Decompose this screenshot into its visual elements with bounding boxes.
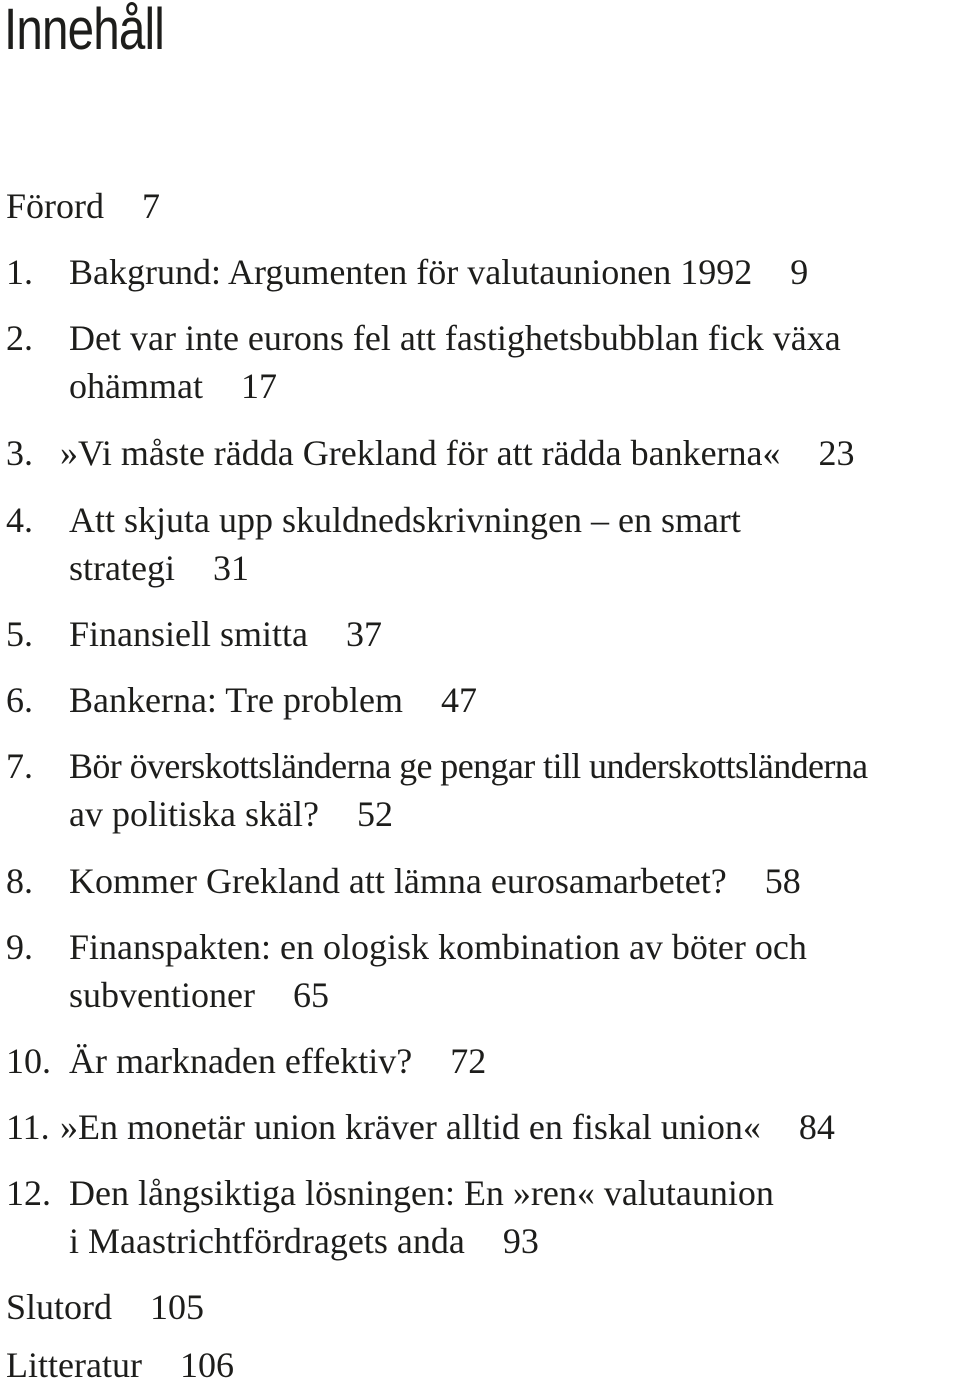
toc-entry-page: 37 — [346, 614, 382, 654]
toc-entry-page: 17 — [240, 366, 277, 406]
toc-entry-number: 10. — [6, 1041, 51, 1081]
toc-entry-body — [69, 923, 807, 1019]
toc-entry-title: Är marknaden effektiv? — [69, 1041, 413, 1081]
toc-entry-title-line: ohämmat — [69, 366, 203, 406]
toc-entry-title-line: Bör överskottsländerna ge pengar till underskottsländerna — [69, 746, 868, 786]
toc-entry-body — [69, 1037, 486, 1085]
toc-entry-number: 8. — [6, 861, 33, 901]
toc-entry-number: 9. — [6, 927, 33, 967]
toc-entry-body — [69, 676, 477, 724]
toc-entry-page: 47 — [440, 680, 477, 720]
toc-entry-title-line: Finanspakten: en ologisk kombination av böter och — [69, 927, 807, 967]
toc-entry-title: Förord — [6, 186, 104, 226]
toc-entry-title-line: Det var inte eurons fel att fastighetsbubblan fick växa — [69, 318, 841, 358]
toc-entry-page: 72 — [450, 1041, 487, 1081]
toc-entry-page: 23 — [818, 433, 855, 473]
toc-entry-number: 11. — [6, 1107, 50, 1147]
toc-entry-number: 2. — [6, 318, 33, 358]
toc-entry-title-line: av politiska skäl? — [69, 794, 319, 834]
toc-entry-body — [6, 1283, 204, 1331]
toc-entry-body — [69, 742, 868, 838]
toc-entry-title-line: subventioner — [69, 975, 255, 1015]
toc-entry-title-line: i Maastrichtfördragets anda — [69, 1221, 465, 1261]
toc-entry-title: Bakgrund: Argumenten för valutaunionen 1992 — [69, 252, 753, 292]
toc-entry-number: 3. — [6, 433, 33, 473]
toc-entry-title: »En monetär union kräver alltid en fiskal union« — [60, 1107, 761, 1147]
toc-entry-page: 106 — [179, 1345, 234, 1385]
toc-entry-page: 9 — [790, 252, 809, 292]
toc-entry-page: 7 — [142, 186, 160, 226]
toc-entry-title-line: Att skjuta upp skuldnedskrivningen – en smart — [69, 500, 741, 540]
toc-entry-number: 1. — [6, 252, 33, 292]
toc-entry-page: 93 — [502, 1221, 539, 1261]
toc-entry-body — [69, 496, 741, 592]
toc-entry-body — [6, 182, 160, 230]
toc-entry-page: 65 — [292, 975, 329, 1015]
toc-entry-title-line: strategi — [69, 548, 175, 588]
toc-entry-number: 5. — [6, 614, 33, 654]
toc-entry-number: 12. — [6, 1173, 51, 1213]
toc-entry-title-line: Den långsiktiga lösningen: En »ren« valutaunion — [69, 1173, 774, 1213]
page-title: Innehåll — [4, 0, 165, 62]
toc-entry-number: 6. — [6, 680, 33, 720]
toc-entry-number: 7. — [6, 746, 33, 786]
toc-entry-page: 105 — [150, 1287, 205, 1327]
toc-entry-body — [60, 429, 855, 477]
toc-entry-page: 52 — [356, 794, 393, 834]
toc-entry-page: 31 — [212, 548, 249, 588]
toc-entry-title: »Vi måste rädda Grekland för att rädda bankerna« — [60, 433, 781, 473]
toc-entry-title: Litteratur — [6, 1345, 142, 1385]
toc-entry-body — [69, 248, 808, 296]
toc-entry-body — [69, 1169, 774, 1265]
toc-entry-body — [69, 610, 382, 658]
toc-entry-page: 84 — [798, 1107, 835, 1147]
toc-entry-body — [6, 1341, 234, 1389]
toc-entry-body — [60, 1103, 835, 1151]
toc-entry-title: Finansiell smitta — [69, 614, 308, 654]
toc-entry-title: Bankerna: Tre problem — [69, 680, 403, 720]
toc-entry-title: Slutord — [6, 1287, 113, 1327]
toc-entry-title: Kommer Grekland att lämna eurosamarbetet? — [69, 861, 727, 901]
toc-entry-page: 58 — [764, 861, 801, 901]
toc-entry-number: 4. — [6, 500, 33, 540]
toc-entry-body — [69, 857, 801, 905]
toc-entry-body — [69, 314, 841, 410]
